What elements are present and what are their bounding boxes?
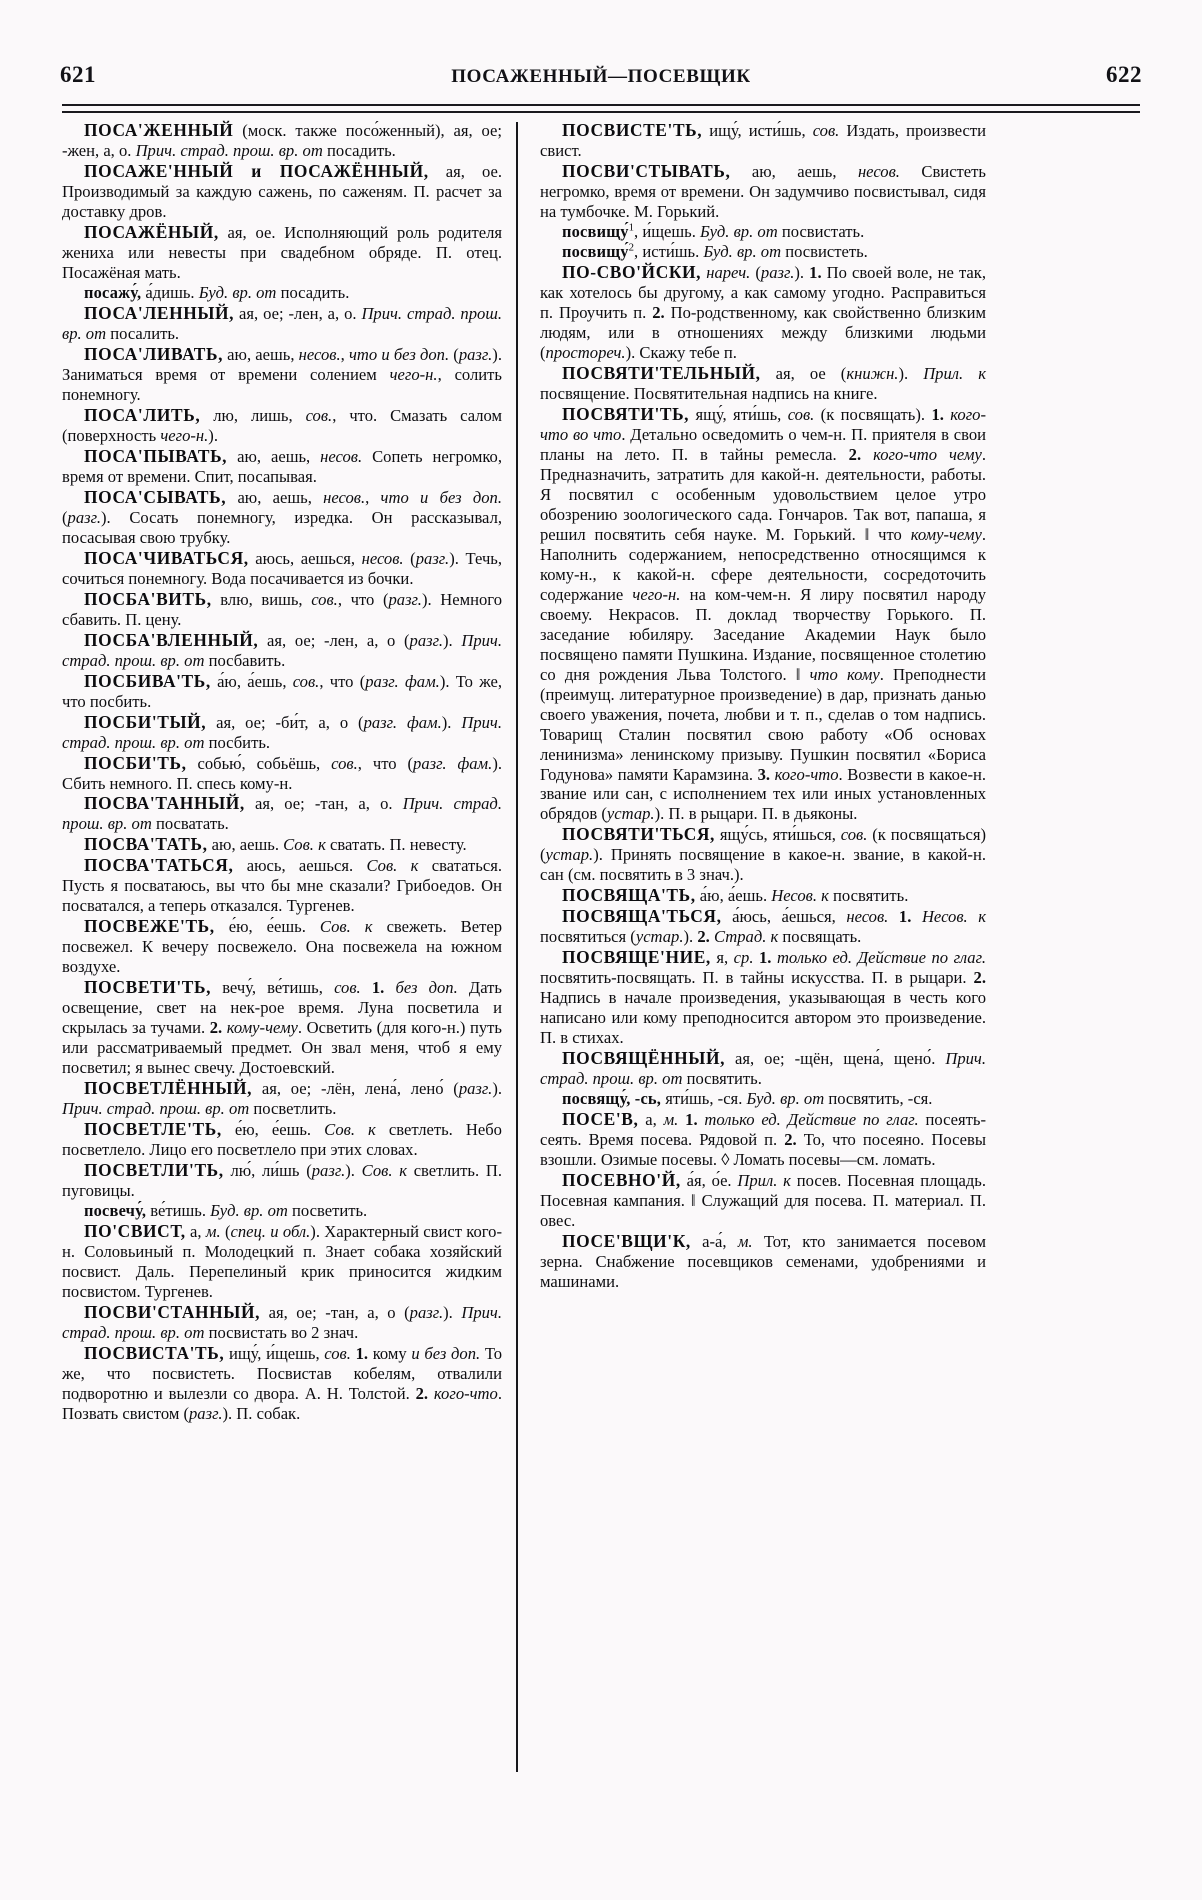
entry-headword: ПОСВЕТЛЁННЫЙ,: [84, 1078, 253, 1099]
entry-body: вечу́, ве́тишь, сов. 1. без доп. Дать освещение, свет на нек-рое время. Луна посветила и скрылась за тучами. 2. кому-чему. Осветить (для кого-н.) путь или рассматриваемый предмет. Он звал меня, чтоб я ему посветил; я вынес свечу. Достоевский.: [62, 978, 503, 1078]
dictionary-entry: [62, 589, 502, 630]
entry-body: аюсь, аешься. Сов. к свататься. Пусть я посватаюсь, вы что бы мне сказали? Грибоедов. Он посватался, а теперь отказался. Тургенев.: [62, 856, 502, 916]
header-rule: [62, 104, 1140, 113]
entry-headword: ПОСБИ'ТЫЙ,: [84, 711, 207, 732]
folio-left: 621: [60, 62, 96, 87]
entry-headword: ПОСЕ'В,: [562, 1109, 639, 1130]
entry-body: я, ср. 1. только ед. Действие по глаг. посвятить-посвящать. П. в тайны искусства. П. в рыцари. 2. Надпись в начале произведения, указывающая в честь кого написано или кому преподносится автором это произведение. П. в стихах.: [540, 948, 986, 1048]
entry-body: а́юсь, а́ешься, несов. 1. Несов. к посвятиться (устар.). 2. Страд. к посвящать.: [540, 907, 987, 947]
entry-headword: ПОСА'ЛИВАТЬ,: [84, 343, 224, 364]
dictionary-entry: [540, 1089, 986, 1109]
entry-headword: ПОСВЕТЛИ'ТЬ,: [84, 1160, 224, 1181]
entry-headword: ПОСБИ'ТЬ,: [84, 752, 187, 773]
dictionary-entry: [62, 977, 502, 1078]
dictionary-entry: [62, 161, 502, 222]
entry-body: аю, аешь. Сов. к сватать. П. невесту.: [207, 835, 467, 855]
dictionary-entry: [62, 548, 502, 589]
dictionary-entry: [540, 242, 986, 262]
dictionary-entry: [62, 1343, 502, 1424]
running-head: ПОСАЖЕННЫЙ—ПОСЕВЩИК: [451, 66, 751, 87]
dictionary-entry: [540, 1170, 986, 1231]
entry-body: а́дишь. Буд. вр. от посадить.: [141, 282, 350, 302]
entry-headword: ПОСВИСТА'ТЬ,: [84, 1343, 225, 1364]
entry-headword: ПОСА'ЛИТЬ,: [84, 404, 201, 425]
entry-headword: ПОСВЯЩА'ТЬСЯ,: [562, 906, 722, 927]
dictionary-entry: [62, 834, 502, 855]
dictionary-entry: [62, 916, 502, 977]
dictionary-entry: [62, 1221, 502, 1302]
entry-headword: посажу́,: [84, 282, 142, 302]
entry-body: е́ю, е́ешь. Сов. к свежеть. Ветер посвежел. К вечеру посвежело. Она посвежела на южном воздухе.: [62, 917, 502, 977]
entry-body: , исти́шь. Буд. вр. от посвистеть.: [634, 241, 868, 261]
entry-headword: ПОСВИСТЕ'ТЬ,: [562, 120, 703, 140]
column-divider: [516, 122, 518, 1772]
entry-headword: ПОСВЕЖЕ'ТЬ,: [84, 916, 215, 937]
dictionary-entry: [62, 222, 502, 283]
entry-headword: ПОСВЯТИ'ТЕЛЬНЫЙ,: [562, 362, 761, 383]
entry-headword: посвечу́,: [84, 1201, 147, 1221]
dictionary-entry: [540, 404, 986, 825]
dictionary-entry: [62, 1302, 502, 1343]
entry-headword: посвищу́: [562, 241, 629, 261]
entry-headword: ПОСЕ'ВЩИ'К,: [562, 1231, 691, 1252]
homonym-superscript: 1: [628, 221, 635, 234]
dictionary-entry: [62, 344, 502, 405]
entry-headword: ПОСА'ЛЕННЫЙ,: [84, 302, 235, 323]
entry-headword: ПО-СВО'ЙСКИ,: [562, 261, 702, 282]
entry-headword: ПОСВА'ТАННЫЙ,: [84, 793, 245, 814]
entry-body: (моск. также посо́женный), ая, ое; -жен, а, о. Прич. страд. прош. вр. от посадить.: [62, 121, 502, 160]
dictionary-entry: [62, 405, 502, 446]
dictionary-entry: [540, 363, 986, 404]
entry-body: ая, ое; -тан, а, о (разг.). Прич. страд. прош. вр. от посвистать во 2 знач.: [62, 1303, 502, 1343]
column-left: [62, 120, 516, 1840]
entry-body: влю, вишь, сов., что (разг.). Немного сбавить. П. цену.: [62, 589, 502, 629]
entry-body: а, м. (спец. и обл.). Характерный свист кого-н. Соловьиный п. Молодецкий п. Знает собака хозяйский посвист. Даль. Перепелиный крик приносится жидким посвистом. Тургенев.: [62, 1222, 503, 1302]
dictionary-entry: [62, 1160, 502, 1201]
entry-body: ая, ое; -би́т, а, о (разг. фам.). Прич. страд. прош. вр. от посбить.: [62, 712, 503, 752]
entry-body: а́ю, а́ешь. Несов. к посвятить.: [695, 886, 909, 906]
dictionary-entry: [540, 1109, 986, 1170]
entry-headword: ПОСВЯТИ'ТЬ,: [562, 403, 690, 424]
dictionary-entry: [62, 630, 502, 671]
entry-body: яти́шь, -ся. Буд. вр. от посвятить, -ся.: [661, 1089, 933, 1109]
entry-body: лю, лишь, сов., что. Смазать салом (поверхность чего-н.).: [62, 405, 502, 445]
entry-body: ая, ое. Исполняющий роль родителя жениха или невесты при свадебном обряде. П. отец. Посажёная мать.: [62, 222, 502, 282]
page-header: [60, 62, 1142, 96]
dictionary-entry: [62, 283, 502, 303]
dictionary-entry: [540, 906, 986, 947]
entry-body: ая, ое; -лен, а, о. Прич. страд. прош. вр. от посалить.: [62, 303, 502, 343]
dictionary-entry: [540, 885, 986, 906]
dictionary-entry: [62, 487, 502, 548]
entry-body: аю, аешь, несов., что и без доп. (разг.). Заниматься время от времени солением чего-н., солить понемногу.: [62, 344, 502, 404]
dictionary-entry: [62, 855, 502, 916]
entry-body: аю, аешь, несов., что и без доп. (разг.). Сосать понемногу, изредка. Он рассказывал, посасывая свою трубку.: [62, 487, 502, 547]
dictionary-entry: [540, 1048, 986, 1089]
entry-body: , и́щешь. Буд. вр. от посвистать.: [634, 221, 865, 241]
entry-headword: ПОСА'ПЫВАТЬ,: [84, 445, 228, 466]
entry-headword: ПОСВЯЩА'ТЬ,: [562, 885, 696, 906]
entry-headword: ПОСВИ'СТАННЫЙ,: [84, 1302, 261, 1323]
dictionary-entry: [62, 120, 502, 161]
entry-body: а́ю, а́ешь, сов., что (разг. фам.). То же, что посбить.: [62, 671, 502, 711]
column-right: [540, 120, 986, 1840]
entry-body: аю, аешь, несов. Сопеть негромко, время от времени. Спит, посапывая.: [62, 446, 502, 486]
dictionary-entry: [540, 120, 986, 161]
entry-headword: ПОСБА'ВЛЕННЫЙ,: [84, 629, 259, 650]
dictionary-entry: [62, 712, 502, 753]
entry-body: ая, ое; -лён, лена́, лено́ (разг.). Прич. страд. прош. вр. от посветлить.: [62, 1079, 502, 1119]
entry-body: нареч. (разг.). 1. По своей воле, не так, как хотелось бы другому, а как самому угодно. Расправиться п. Проучить п. 2. По-родственному, как свойственно близким людям, или в отношениях между близкими людьми (простореч.). Скажу тебе п.: [540, 262, 986, 362]
entry-body: ящу́, яти́шь, сов. (к посвящать). 1. кого-что во что. Детально осведомить о чем-н. П. приятеля в свои планы на лето. П. в тайны ремесла. 2. кого-что чему. Предназначить, затратить для какой-н. деятельности, работы. Я посвятил с особенным удовольствием целое утро обозрению зоологического сада. Гончаров. Так вот, папаша, я решил посвятить себя науке. М. Горький. ‖ что кому-чему. Наполнить содержанием, непосредственно относящимся к кому-н., к какой-н. сфере деятельности, сосредоточить содержание чего-н. на ком-чем-н. Я лиру посвятил народу своему. Некрасов. П. доклад творчеству Горького. П. заседание юбиляру. Заседание Академии Наук было посвящено памяти Пушкина. Издание, посвященное столетию со дня рождения Льва Толстого. ‖ что кому. Преподнести (преимущ. литературное произведение) в дар, признать данью своего уважения, почета, любви и т. п., сделав о том надпись. Товарищ Сталин посвятил свою работу «Об основах ленинизма» ленинскому призыву. Пушкин посвятил «Бориса Годунова» памяти Карамзина. 3. кого-что. Возвести в какое-н. звание или сан, с исполнением тех или иных установленных обрядов (устар.). П. в рыцари. П. в дьяконы.: [540, 404, 987, 824]
entry-body: а́я, о́е. Прил. к посев. Посевная площадь. Посевная кампания. ‖ Служащий для посева. П. материал. П. овес.: [540, 1171, 986, 1231]
entry-headword: ПОСВА'ТАТЬ,: [84, 834, 208, 855]
entry-headword: ПОСВЯЩЕ'НИЕ,: [562, 947, 711, 968]
entry-body: ве́тишь. Буд. вр. от посветить.: [146, 1201, 368, 1221]
entry-body: ищу́, и́щешь, сов. 1. кому и без доп. То же, что посвистеть. Посвистав кобелям, отвалили подворотню и вылезли со двора. А. Н. Толстой. 2. кого-что. Позвать свистом (разг.). П. собак.: [62, 1344, 502, 1424]
entry-body: ая, ое (книжн.). Прил. к посвящение. Посвятительная надпись на книге.: [540, 363, 986, 403]
dictionary-entry: [62, 1078, 502, 1119]
entry-headword: ПОСА'СЫВАТЬ,: [84, 486, 227, 507]
dictionary-entry: [62, 753, 502, 794]
dictionary-entry: [62, 793, 502, 834]
dictionary-entry: [62, 303, 502, 344]
entry-body: е́ю, е́ешь. Сов. к светлеть. Небо посветлело. Лицо его посветлело при этих словах.: [62, 1120, 502, 1160]
homonym-superscript: 2: [628, 241, 635, 254]
dictionary-entry: [540, 161, 986, 222]
dictionary-entry: [540, 824, 986, 885]
entry-headword: ПОСБИВА'ТЬ,: [84, 670, 211, 691]
entry-headword: ПОСАЖЁНЫЙ,: [84, 221, 219, 242]
entry-body: собью́, собьёшь, сов., что (разг. фам.). Сбить немного. П. спесь кому-н.: [62, 753, 502, 793]
entry-headword: посвящу́, -сь,: [562, 1089, 662, 1109]
dictionary-entry: [62, 1119, 502, 1160]
entry-headword: ПОСВИ'СТЫВАТЬ,: [562, 160, 731, 181]
folio-right: 622: [1105, 62, 1142, 87]
dictionary-entry: [540, 222, 986, 242]
entry-body: аюсь, аешься, несов. (разг.). Течь, сочиться понемногу. Вода посачивается из бочки.: [62, 548, 502, 588]
entry-body: ая, ое; -лен, а, о (разг.). Прич. страд. прош. вр. от посбавить.: [62, 630, 502, 670]
dictionary-entry: [62, 1201, 502, 1221]
entry-body: ая, ое. Производимый за каждую сажень, по саженям. П. расчет за доставку дров.: [62, 161, 502, 221]
entry-headword: ПОСА'ЧИВАТЬСЯ,: [84, 547, 249, 568]
dictionary-entry: [62, 446, 502, 487]
entry-body: ящу́сь, яти́шься, сов. (к посвящаться) (устар.). Принять посвящение в какое-н. звание, в какой-н. сан (см. посвятить в 3 знач.).: [540, 825, 986, 885]
entry-headword: ПОСА'ЖЕННЫЙ: [84, 120, 234, 140]
entry-headword: ПОСАЖЕ'ННЫЙ и ПОСАЖЁННЫЙ,: [84, 160, 429, 181]
entry-headword: ПО'СВИСТ,: [84, 1221, 186, 1242]
entry-headword: ПОСВА'ТАТЬСЯ,: [84, 855, 234, 876]
column-container: [62, 120, 1144, 1840]
dictionary-entry: [540, 262, 986, 363]
entry-headword: ПОСВЕТИ'ТЬ,: [84, 977, 212, 998]
entry-body: ищу́, исти́шь, сов. Издать, произвести свист.: [540, 121, 986, 160]
entry-headword: ПОСВЯЩЁННЫЙ,: [562, 1048, 726, 1069]
entry-headword: ПОСВЕТЛЕ'ТЬ,: [84, 1119, 222, 1140]
entry-body: ая, ое; -тан, а, о. Прич. страд. прош. вр. от посватать.: [62, 794, 502, 834]
entry-body: аю, аешь, несов. Свистеть негромко, время от времени. Он задумчиво посвистывал, сидя на тумбочке. М. Горький.: [540, 161, 986, 221]
dictionary-entry: [62, 671, 502, 712]
dictionary-entry: [540, 947, 986, 1048]
entry-headword: посвищу́: [562, 221, 629, 241]
entry-headword: ПОСВЯТИ'ТЬСЯ,: [562, 824, 716, 845]
entry-body: ая, ое; -щён, щена́, щено́. Прич. страд. прош. вр. от посвятить.: [540, 1049, 986, 1089]
entry-body: а-а́, м. Тот, кто занимается посевом зерна. Снабжение посевщиков семенами, удобрениями и машинами.: [540, 1232, 986, 1292]
entry-headword: ПОСЕВНО'Й,: [562, 1170, 681, 1191]
dictionary-entry: [540, 1231, 986, 1292]
entry-headword: ПОСБА'ВИТЬ,: [84, 588, 212, 609]
entry-body: лю́, ли́шь (разг.). Сов. к светлить. П. пуговицы.: [62, 1161, 502, 1201]
entry-body: а, м. 1. только ед. Действие по глаг. посеять-сеять. Время посева. Рядовой п. 2. То, что посеяно. Посевы взошли. Озимые посевы. ◊ Ломать посевы—см. ломать.: [540, 1110, 987, 1170]
